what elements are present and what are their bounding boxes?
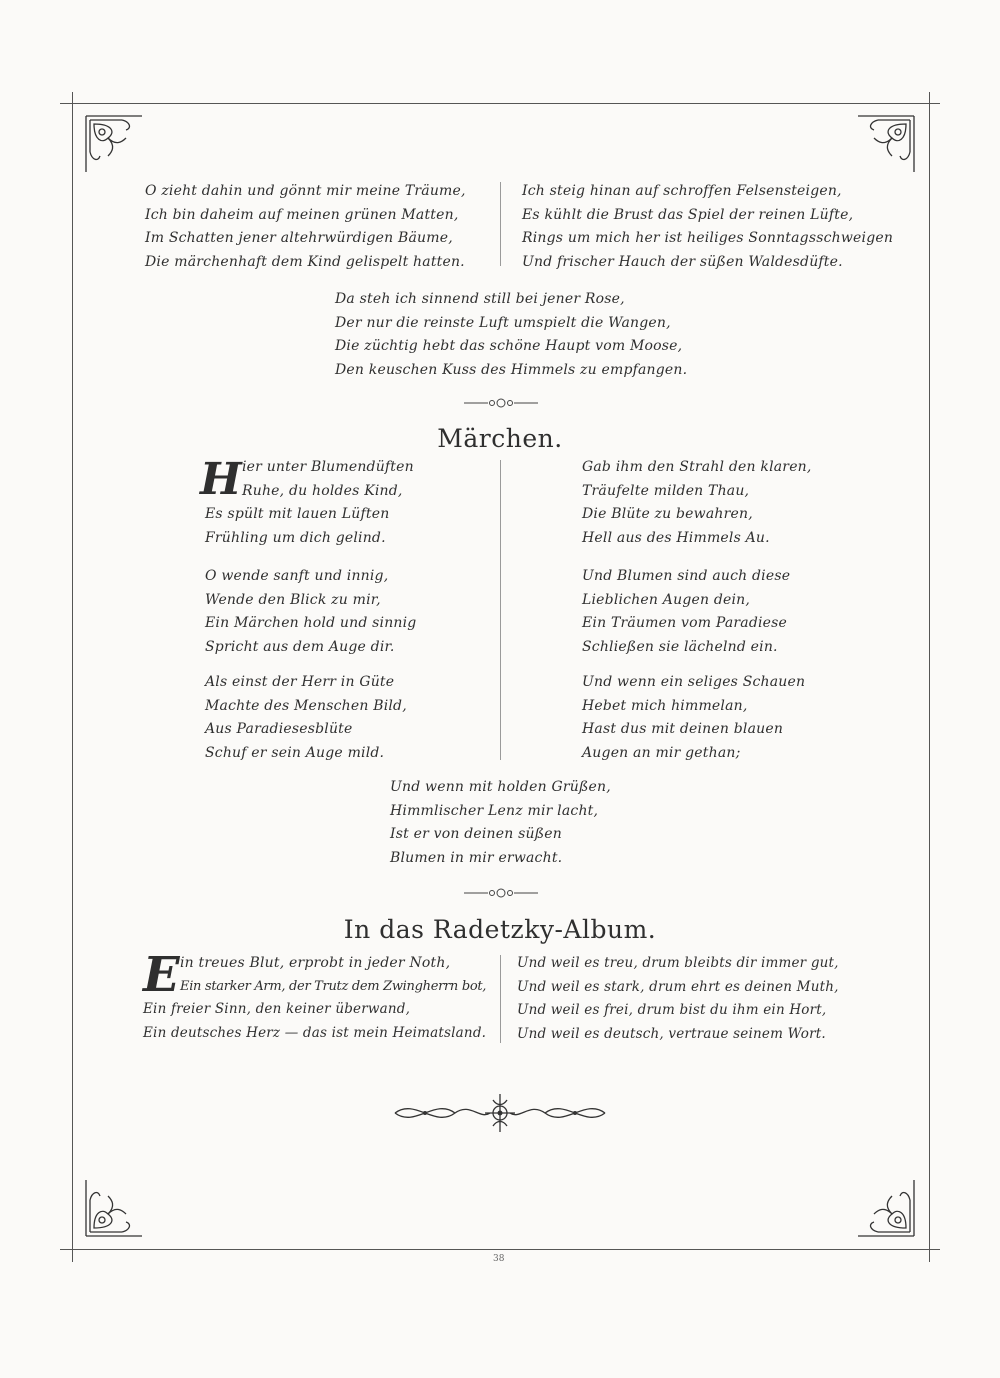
verse-line: Ist er von deinen süßen	[390, 826, 562, 842]
verse-line: Ein deutsches Herz — das ist mein Heimatsland.	[143, 1024, 487, 1041]
maerchen-left-stanza-1	[242, 456, 414, 503]
poem1-center-stanza	[335, 288, 687, 382]
drop-capital-e: E	[143, 947, 180, 1003]
corner-ornament-top-left	[82, 112, 146, 176]
column-divider	[500, 955, 501, 1043]
verse-line: Augen an mir gethan;	[582, 744, 741, 761]
verse-line: O wende sanft und innig,	[205, 568, 389, 584]
verse-line: Die züchtig hebt das schöne Haupt vom Moose,	[335, 338, 683, 354]
verse-line: in treues Blut, erprobt in jeder Noth,	[180, 955, 451, 971]
corner-ornament-top-right	[854, 112, 918, 176]
verse-line: Ruhe, du holdes Kind,	[242, 482, 403, 499]
poem1-left-stanza	[145, 180, 466, 274]
tailpiece-ornament	[385, 1090, 615, 1136]
verse-line: Und weil es frei, drum bist du ihm ein Hort,	[517, 1002, 827, 1018]
verse-line: Ein starker Arm, der Trutz dem Zwingherrn bot,	[180, 979, 487, 994]
frame-top-line	[60, 103, 940, 104]
corner-ornament-bottom-right	[854, 1176, 918, 1240]
verse-line: Und frischer Hauch der süßen Waldesdüfte.	[522, 253, 843, 270]
verse-line: Hell aus des Himmels Au.	[582, 529, 770, 546]
verse-line: Die Blüte zu bewahren,	[582, 506, 753, 522]
verse-line: Blumen in mir erwacht.	[390, 849, 563, 866]
verse-line: Träufelte milden Thau,	[582, 482, 750, 499]
verse-line: Und weil es stark, drum ehrt es deinen Muth,	[517, 978, 839, 995]
radetzky-right-stanza	[517, 952, 839, 1046]
verse-line: Rings um mich her ist heiliges Sonntagsschweigen	[522, 230, 894, 246]
verse-line: Da steh ich sinnend still bei jener Rose,	[335, 291, 625, 307]
verse-line: Hast dus mit deinen blauen	[582, 721, 784, 737]
small-divider-ornament	[462, 397, 540, 409]
verse-line: Als einst der Herr in Güte	[205, 674, 395, 690]
verse-line: Den keuschen Kuss des Himmels zu empfangen.	[335, 361, 688, 378]
radetzky-left-stanza-c	[143, 998, 486, 1045]
radetzky-left-stanza-a	[180, 952, 450, 976]
maerchen-left-stanza-1-cont	[205, 503, 389, 550]
maerchen-right-stanza-1	[582, 456, 812, 550]
verse-line: Himmlischer Lenz mir lacht,	[390, 802, 599, 819]
drop-capital-h: H	[200, 454, 242, 505]
corner-ornament-bottom-left	[82, 1176, 146, 1240]
verse-line: Der nur die reinste Luft umspielt die Wangen,	[335, 314, 671, 331]
verse-line: Wende den Blick zu mir,	[205, 591, 381, 608]
column-divider	[500, 460, 501, 760]
radetzky-left-stanza-b	[180, 975, 486, 999]
maerchen-right-stanza-2	[582, 565, 790, 659]
maerchen-left-stanza-2	[205, 565, 416, 659]
verse-line: Ich bin daheim auf meinen grünen Matten,	[145, 206, 459, 223]
verse-line: Ein freier Sinn, den keiner überwand,	[143, 1001, 411, 1017]
small-divider-ornament	[462, 887, 540, 899]
verse-line: Und Blumen sind auch diese	[582, 568, 791, 584]
verse-line: Hebet mich himmelan,	[582, 697, 748, 714]
verse-line: Gab ihm den Strahl den klaren,	[582, 459, 812, 475]
verse-line: Und wenn ein seliges Schauen	[582, 674, 806, 690]
frame-right-line	[929, 92, 930, 1262]
maerchen-title: Märchen.	[437, 424, 563, 453]
verse-line: Spricht aus dem Auge dir.	[205, 638, 395, 655]
verse-line: Lieblichen Augen dein,	[582, 591, 751, 608]
verse-line: Schließen sie lächelnd ein.	[582, 638, 778, 655]
poem1-right-stanza	[522, 180, 893, 274]
page-number: 38	[493, 1254, 505, 1264]
verse-line: Aus Paradiesesblüte	[205, 721, 353, 737]
maerchen-right-stanza-3	[582, 671, 805, 765]
verse-line: Im Schatten jener altehrwürdigen Bäume,	[145, 230, 453, 246]
verse-line: Und weil es deutsch, vertraue seinem Wort.	[517, 1025, 826, 1042]
verse-line: O zieht dahin und gönnt mir meine Träume,	[145, 183, 466, 199]
verse-line: Und wenn mit holden Grüßen,	[390, 779, 611, 795]
verse-line: Ein Träumen vom Paradiese	[582, 615, 788, 631]
frame-bottom-line	[60, 1249, 940, 1250]
frame-left-line	[72, 92, 73, 1262]
maerchen-center-stanza	[390, 776, 611, 870]
column-divider	[500, 182, 501, 266]
verse-line: Die märchenhaft dem Kind gelispelt hatten.	[145, 253, 465, 270]
radetzky-title: In das Radetzky-Album.	[343, 915, 657, 944]
verse-line: Frühling um dich gelind.	[205, 529, 386, 546]
verse-line: Ein Märchen hold und sinnig	[205, 615, 417, 631]
verse-line: Machte des Menschen Bild,	[205, 697, 407, 714]
verse-line: Es kühlt die Brust das Spiel der reinen Lüfte,	[522, 206, 854, 223]
verse-line: ier unter Blumendüften	[242, 459, 414, 475]
maerchen-left-stanza-3	[205, 671, 407, 765]
verse-line: Es spült mit lauen Lüften	[205, 506, 390, 522]
verse-line: Und weil es treu, drum bleibts dir immer gut,	[517, 955, 839, 971]
verse-line: Ich steig hinan auf schroffen Felsensteigen,	[522, 183, 842, 199]
verse-line: Schuf er sein Auge mild.	[205, 744, 385, 761]
